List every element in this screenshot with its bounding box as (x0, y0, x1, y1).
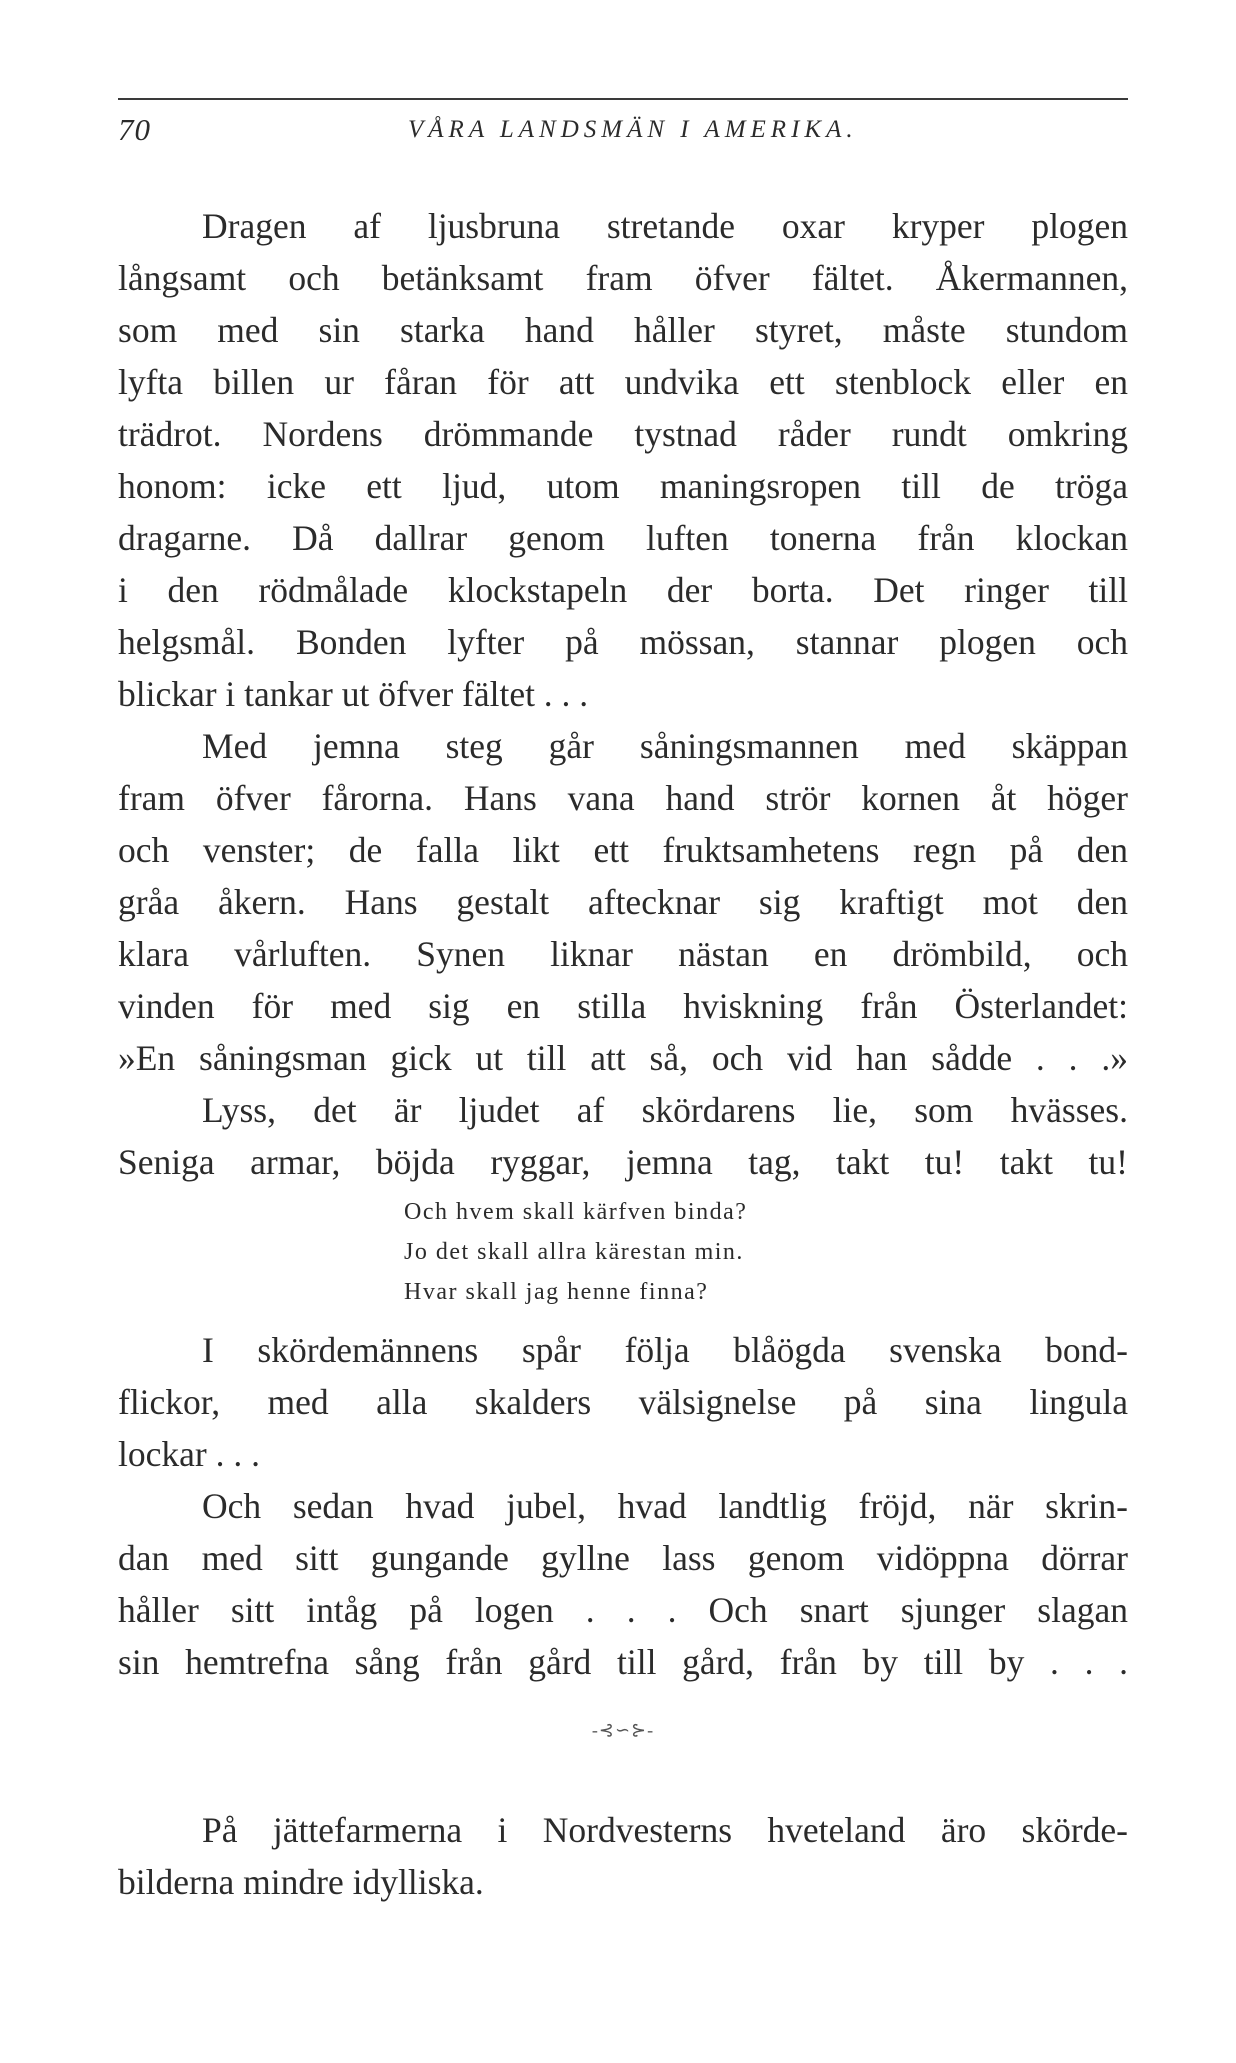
text-line: På jättefarmerna i Nordvesterns hveteland äro skörde- (202, 1810, 1128, 1850)
running-title: VÅRA LANDSMÄN I AMERIKA. (408, 116, 858, 143)
text-line: Lyss, det är ljudet af skördarens lie, som hvässes. (202, 1090, 1128, 1130)
page-header (118, 112, 1128, 152)
page-number: 70 (118, 112, 151, 147)
text-line: långsamt och betänksamt fram öfver fältet. Åkermannen, (118, 258, 1128, 298)
text-line: vinden för med sig en stilla hviskning från Österlandet: (118, 986, 1128, 1026)
text-line: lyfta billen ur fåran för att undvika ett stenblock eller en (118, 362, 1128, 402)
text-line: som med sin starka hand håller styret, måste stundom (118, 310, 1128, 350)
text-line: Dragen af ljusbruna stretande oxar kryper plogen (202, 206, 1128, 246)
paragraph (118, 1324, 1128, 1480)
text-line: dragarne. Då dallrar genom luften tonerna från klockan (118, 518, 1128, 558)
text-line: flickor, med alla skalders välsignelse på sina lingula (118, 1382, 1128, 1422)
text-line: sin hemtrefna sång från gård till gård, från by till by . . . (118, 1642, 1128, 1682)
verse-line: Jo det skall allra kärestan min. (404, 1239, 744, 1265)
text-line: Med jemna steg går såningsmannen med skäppan (202, 726, 1128, 766)
paragraph (118, 1480, 1128, 1688)
text-line: klara vårluften. Synen liknar nästan en drömbild, och (118, 934, 1128, 974)
section-ornament: -⊰∽⊱- (591, 1720, 655, 1740)
text-line: Seniga armar, böjda ryggar, jemna tag, takt tu! takt tu! (118, 1142, 1128, 1182)
text-line: och venster; de falla likt ett fruktsamhetens regn på den (118, 830, 1128, 870)
text-line: fram öfver fårorna. Hans vana hand strör kornen åt höger (118, 778, 1128, 818)
text-line: gråa åkern. Hans gestalt aftecknar sig kraftigt mot den (118, 882, 1128, 922)
text-line: Och sedan hvad jubel, hvad landtlig fröjd, när skrin- (202, 1486, 1128, 1526)
text-line: »En såningsman gick ut till att så, och vid han sådde . . .» (118, 1038, 1128, 1078)
text-line: I skördemännens spår följa blåögda svenska bond- (202, 1330, 1128, 1370)
paragraph (118, 720, 1128, 1084)
paragraph (118, 1084, 1128, 1188)
paragraph (118, 1804, 1128, 1908)
text-line: honom: icke ett ljud, utom maningsropen till de tröga (118, 466, 1128, 506)
paragraph (118, 200, 1128, 720)
text-line: dan med sitt gungande gyllne lass genom vidöppna dörrar (118, 1538, 1128, 1578)
page-body (118, 200, 1128, 1908)
verse-line: Och hvem skall kärfven binda? (404, 1199, 748, 1225)
text-line: bilderna mindre idylliska. (118, 1862, 484, 1902)
text-line: helgsmål. Bonden lyfter på mössan, stannar plogen och (118, 622, 1128, 662)
text-line: blickar i tankar ut öfver fältet . . . (118, 674, 589, 714)
verse-line: Hvar skall jag henne finna? (404, 1279, 709, 1305)
text-line: håller sitt intåg på logen . . . Och snart sjunger slagan (118, 1590, 1128, 1630)
header-rule (118, 98, 1128, 100)
text-line: lockar . . . (118, 1434, 260, 1474)
verse-block (118, 1192, 1128, 1312)
text-line: i den rödmålade klockstapeln der borta. Det ringer till (118, 570, 1128, 610)
text-line: trädrot. Nordens drömmande tystnad råder rundt omkring (118, 414, 1128, 454)
